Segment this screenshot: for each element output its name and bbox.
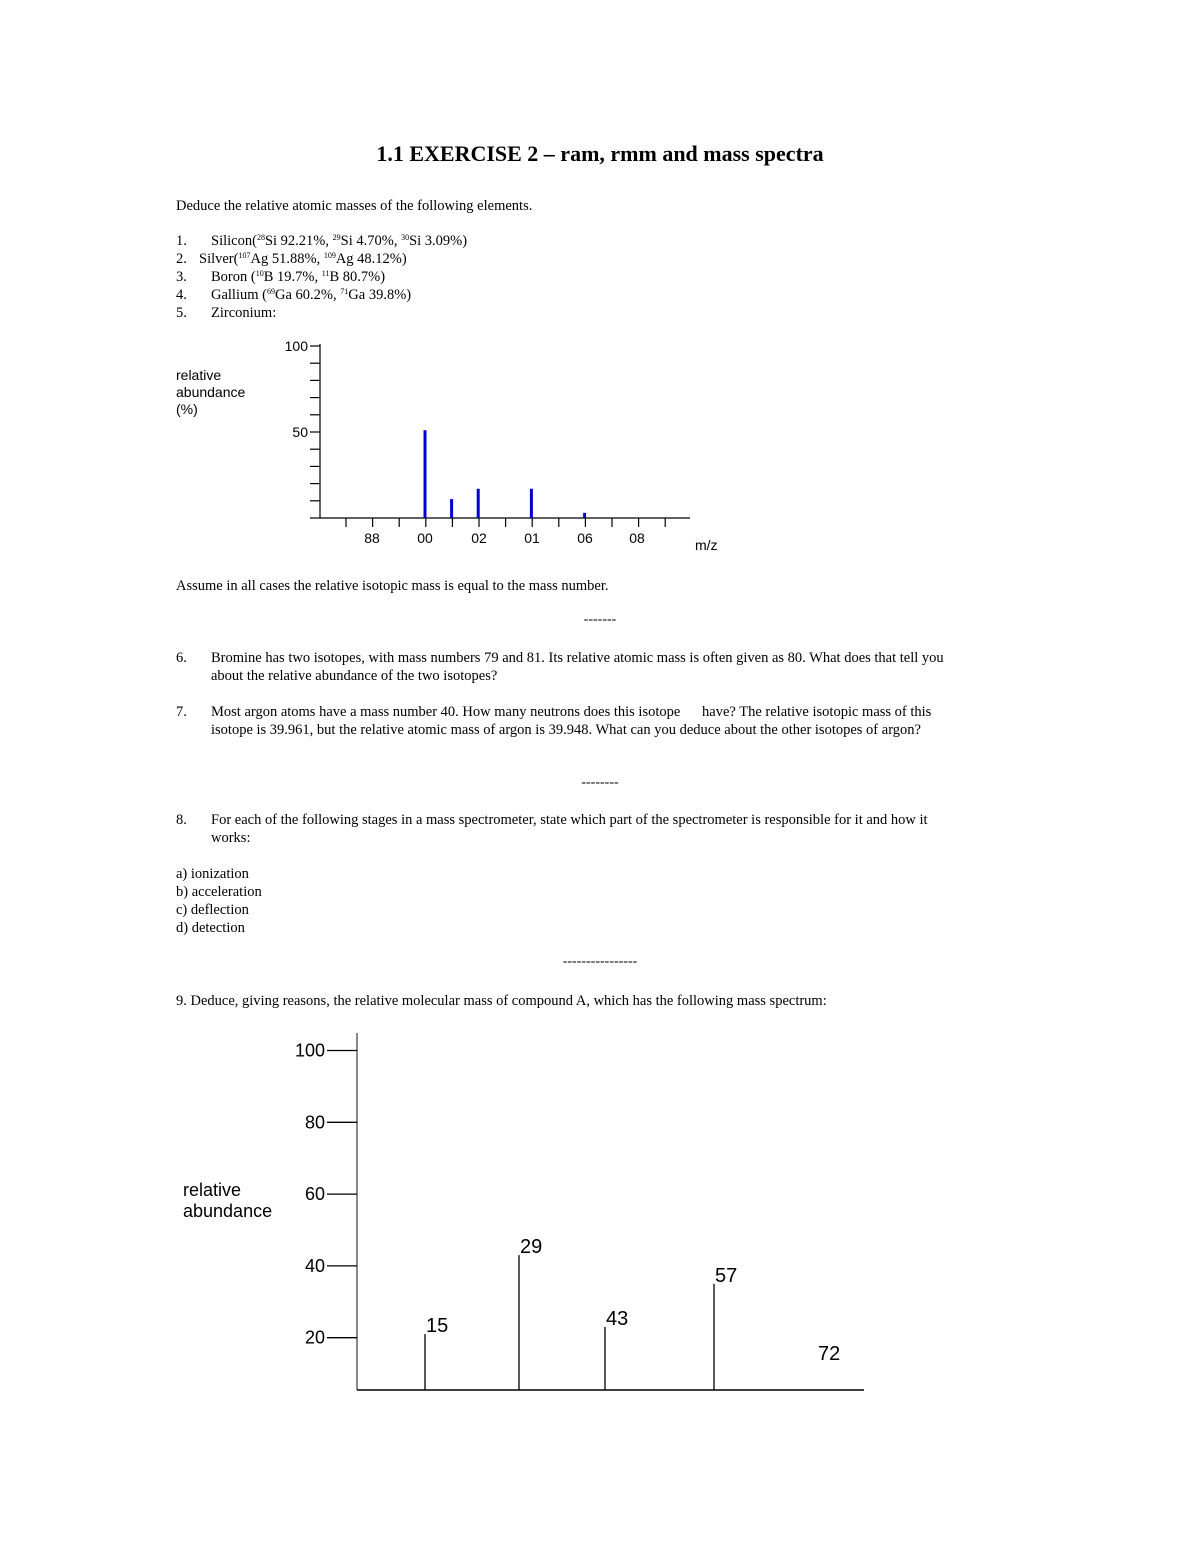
y-tick-label: 40 [304,1255,325,1276]
y-axis-label [176,367,246,417]
zirconium-mass-spectrum [170,334,740,559]
list-number: 1. [176,233,187,249]
compound-a-mass-spectrum [170,1025,870,1400]
separator: -------- [581,775,619,790]
question-number: 7. [176,704,187,720]
x-tick-label: 02 [471,530,487,546]
list-number: 3. [176,269,187,285]
peak-label: 15 [426,1315,449,1338]
y-tick-label: 80 [304,1112,325,1133]
y-tick-label: 20 [304,1327,325,1348]
element-name: Silver [199,251,234,267]
element-name: Zirconium: [211,305,277,321]
x-tick-label: 01 [524,530,540,546]
peak-label: 57 [715,1264,738,1287]
separator: ------- [583,612,617,627]
element-name: Gallium [211,287,259,303]
x-tick-label: 06 [577,530,593,546]
list-number: 4. [176,287,187,303]
y-axis-label-line: relative [183,1180,242,1200]
list-item: 2. Silver($^{107}$Ag 51.88%, $^{109}$Ag 48.12%) [176,251,407,267]
question-number: 6. [176,650,187,666]
y-axis-label-line: abundance [183,1201,273,1221]
list-item: b) acceleration [176,884,262,900]
intro-text: Deduce the relative atomic masses of the following elements. [176,198,533,214]
list-item: c) deflection [176,902,249,918]
list-item [176,304,277,322]
assumption-text: Assume in all cases the relative isotopic mass is equal to the mass number. [176,578,609,594]
list-item: a) ionization [176,866,249,882]
peak-label: 72 [818,1343,841,1365]
y-tick-label: 100 [284,338,308,354]
y-tick-label: 60 [304,1184,325,1205]
page-title: 1.1 EXERCISE 2 – ram, rmm and mass spectra [376,141,824,166]
question-number: 8. [176,812,187,828]
y-tick-label: 50 [292,424,308,440]
element-name: Boron [211,269,248,285]
x-tick-label: 08 [629,530,645,546]
x-tick-label: 00 [417,530,433,546]
y-axis-label-line: (%) [176,401,198,417]
list-item: d) detection [176,920,245,936]
element-name: Silicon [211,233,253,249]
y-axis-label-line: abundance [176,384,246,400]
x-tick-label: 88 [364,530,380,546]
y-axis-label [183,1180,272,1221]
y-tick-label: 100 [294,1040,325,1061]
y-axis-label-line: relative [176,367,222,383]
list-number: 2. [176,251,187,267]
list-number: 5. [176,305,187,321]
element-list [176,232,776,324]
x-axis-label: m/z [695,537,718,553]
list-item: 3. Boron ($^{10}$B 19.7%, $^{11}$B 80.7%) [176,269,386,285]
peak-label: 29 [520,1236,543,1259]
separator: ---------------- [562,954,638,969]
list-item: 1. Silicon($^{28}$Si 92.21%, $^{29}$Si 4.70%, $^{30}$Si 3.09%) [176,233,468,249]
question-9: 9. Deduce, giving reasons, the relative molecular mass of compound A, which has the following mass spectrum: [176,993,827,1009]
list-item: 4. Gallium ($^{69}$Ga 60.2%, $^{71}$Ga 39.8%) [176,287,412,303]
stage-list [176,865,262,937]
peak-label: 43 [606,1307,629,1330]
